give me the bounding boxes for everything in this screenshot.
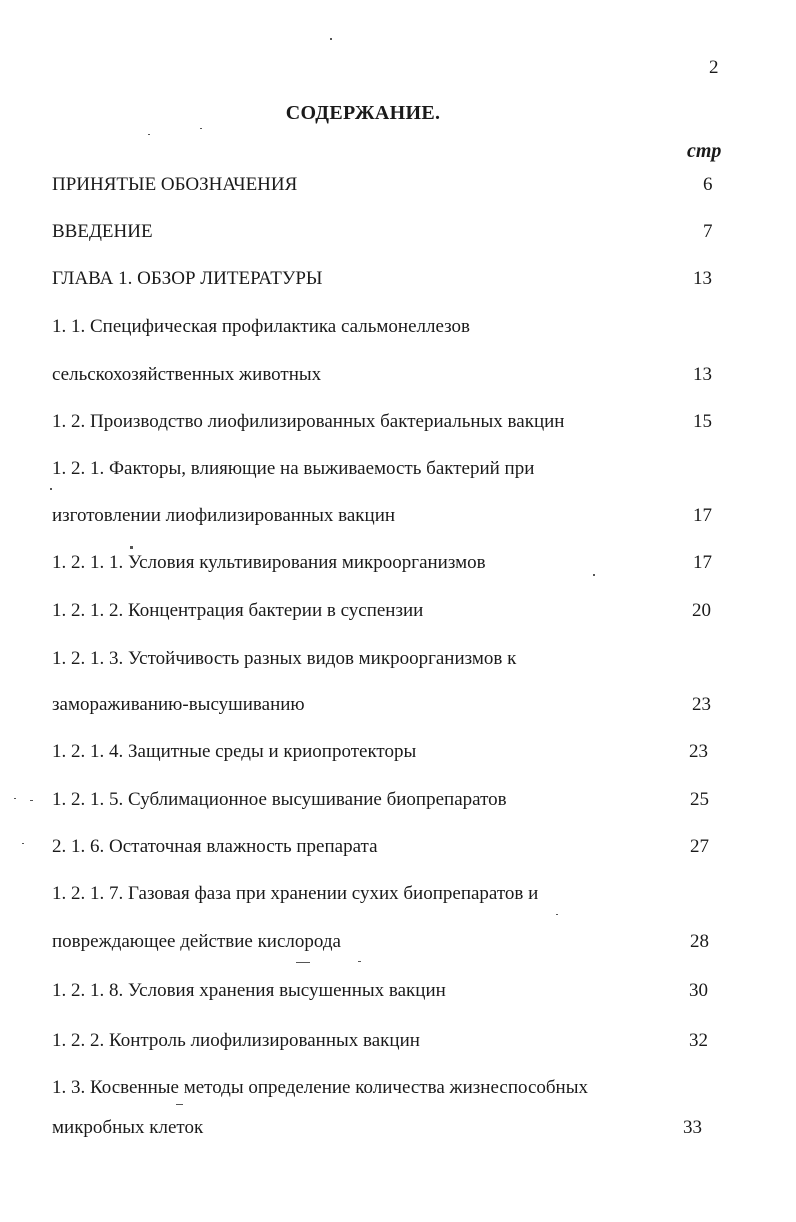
toc-entry-text: 1. 2. 1. Факторы, влияющие на выживаемость бактерий при	[52, 458, 535, 479]
scan-speck	[50, 488, 52, 490]
toc-entry-page: 23	[692, 694, 711, 715]
page-title: СОДЕРЖАНИЕ.	[285, 102, 441, 124]
toc-entry-page: 13	[693, 268, 712, 289]
scan-speck	[30, 800, 33, 801]
toc-entry-text: 1. 2. 1. 7. Газовая фаза при хранении сухих биопрепаратов и	[52, 883, 539, 904]
toc-entry-text: 1. 2. 1. 3. Устойчивость разных видов микроорганизмов к	[52, 648, 517, 669]
toc-entry-text: 1. 2. 1. 2. Концентрация бактерии в суспензии	[52, 600, 424, 621]
scan-speck	[148, 134, 150, 135]
toc-entry-text: 1. 2. 1. 5. Сублимационное высушивание биопрепаратов	[52, 789, 507, 810]
toc-entry-page: 6	[703, 174, 713, 195]
toc-entry-page: 20	[692, 600, 711, 621]
toc-entry-text: повреждающее действие кислорода	[52, 931, 341, 952]
toc-entry-text: 1. 2. 2. Контроль лиофилизированных вакцин	[52, 1030, 420, 1051]
toc-entry-page: 30	[689, 980, 708, 1001]
toc-entry-page: 13	[693, 364, 712, 385]
scan-speck	[593, 574, 595, 576]
toc-entry-text: 1. 2. 1. 8. Условия хранения высушенных вакцин	[52, 980, 446, 1001]
toc-entry-page: 28	[690, 931, 709, 952]
toc-entry-text: 1. 2. Производство лиофилизированных бактериальных вакцин	[52, 411, 565, 432]
scan-speck	[14, 798, 16, 799]
toc-entry-text: ПРИНЯТЫЕ ОБОЗНАЧЕНИЯ	[52, 174, 298, 195]
toc-entry-text: ВВЕДЕНИЕ	[52, 221, 153, 242]
scan-speck	[556, 914, 558, 915]
toc-entry-text: микробных клеток	[52, 1117, 204, 1138]
toc-entry-page: 32	[689, 1030, 708, 1051]
page-column-header: стр	[687, 140, 722, 162]
toc-entry-page: 25	[690, 789, 709, 810]
scan-speck	[358, 961, 361, 962]
scan-speck	[130, 546, 133, 549]
page-number: 2	[709, 57, 719, 78]
toc-entry-text: изготовлении лиофилизированных вакцин	[52, 505, 396, 526]
scan-speck	[176, 1104, 183, 1105]
toc-entry-text: ГЛАВА 1. ОБЗОР ЛИТЕРАТУРЫ	[52, 268, 323, 289]
toc-entry-page: 23	[689, 741, 708, 762]
toc-entry-text: 1. 1. Специфическая профилактика сальмонеллезов	[52, 316, 471, 337]
scan-speck	[296, 962, 310, 963]
toc-entry-page: 33	[683, 1117, 702, 1138]
toc-entry-page: 7	[703, 221, 713, 242]
toc-entry-text: сельскохозяйственных животных	[52, 364, 322, 385]
toc-entry-page: 15	[693, 411, 712, 432]
toc-entry-text: 2. 1. 6. Остаточная влажность препарата	[52, 836, 378, 857]
toc-entry-text: замораживанию-высушиванию	[52, 694, 305, 715]
toc-entry-text: 1. 3. Косвенные методы определение количества жизнеспособных	[52, 1077, 588, 1098]
toc-entry-text: 1. 2. 1. 4. Защитные среды и криопротекторы	[52, 741, 417, 762]
scan-speck	[200, 128, 202, 129]
toc-entry-text: 1. 2. 1. 1. Условия культивирования микроорганизмов	[52, 552, 486, 573]
scan-speck	[330, 38, 332, 40]
toc-entry-page: 17	[693, 552, 712, 573]
scan-speck	[22, 843, 24, 844]
toc-entry-page: 27	[690, 836, 709, 857]
toc-entry-page: 17	[693, 505, 712, 526]
